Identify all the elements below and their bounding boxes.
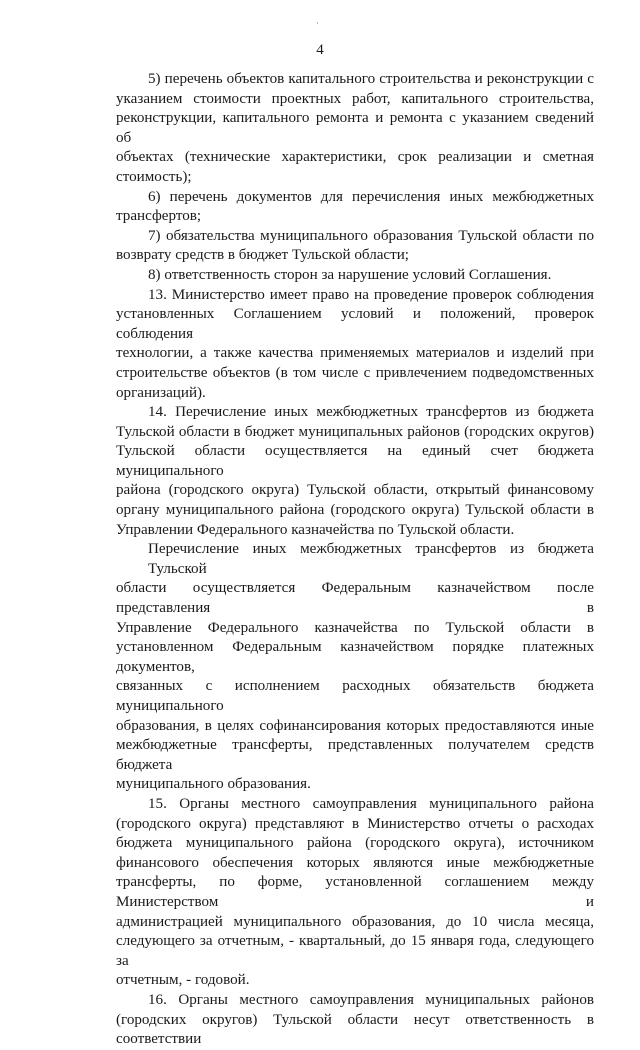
- text-line: органу муниципального района (городского округа) Тульской области в: [116, 502, 594, 519]
- text-line: объектах (технические характеристики, срок реализации и сметная: [116, 149, 594, 166]
- text-line: образования, в целях софинансирования которых предоставляются иные: [116, 717, 594, 734]
- text-line: Управлении Федерального казначейства по Тульской области.: [116, 521, 515, 538]
- text-line: области осуществляется Федеральным казначейством после представления в: [116, 580, 594, 617]
- text-line: 14. Перечисление иных межбюджетных трансфертов из бюджета: [148, 404, 594, 421]
- text-line: трансфертов;: [116, 208, 202, 225]
- text-line: связанных с исполнением расходных обязательств бюджета муниципального: [116, 678, 594, 714]
- text-line: отчетным, - годовой.: [116, 972, 250, 989]
- text-line: трансферты, по форме, установленной соглашением между Министерством и: [116, 874, 594, 910]
- text-line: 8) ответственность сторон за нарушение условий Соглашения.: [148, 266, 552, 283]
- text-line: технологии, а также качества применяемых материалов и изделий при: [116, 345, 594, 362]
- scan-mark: ·: [316, 18, 319, 28]
- paragraph-p14: [116, 403, 594, 540]
- text-line: Тульской области в бюджет муниципальных районов (городских округов): [116, 423, 594, 440]
- paragraph-p15: [116, 795, 594, 991]
- paragraph-p13: [116, 286, 594, 404]
- text-line: 16. Органы местного самоуправления муниципальных районов: [148, 991, 594, 1008]
- text-line: 6) перечень документов для перечисления иных межбюджетных: [148, 188, 594, 205]
- text-line: установленном Федеральным казначейством порядке платежных документов,: [116, 639, 594, 675]
- document-body: [116, 70, 594, 1050]
- text-line: установленных Соглашением условий и положений, проверок соблюдения: [116, 306, 594, 342]
- text-line: 13. Министерство имеет право на проведение проверок соблюдения: [148, 286, 594, 303]
- text-line: следующего за отчетным, - квартальный, до 15 января года, следующего за: [116, 933, 594, 969]
- text-line: 15. Органы местного самоуправления муниципального района: [148, 795, 594, 812]
- text-line: организаций).: [116, 384, 206, 401]
- page-number: 4: [316, 42, 324, 58]
- text-line: финансового обеспечения которых являются иные межбюджетные: [116, 854, 594, 871]
- paragraph-p5: [116, 70, 594, 188]
- text-line: стоимость);: [116, 168, 192, 185]
- text-line: Перечисление иных межбюджетных трансфертов из бюджета Тульской: [148, 541, 594, 577]
- text-line: района (городского округа) Тульской области, открытый финансовому: [116, 482, 594, 499]
- text-line: реконструкции, капитального ремонта и ремонта с указанием сведений об: [116, 110, 594, 146]
- paragraph-p8: [116, 266, 594, 286]
- text-line: администрацией муниципального образования, до 10 числа месяца,: [116, 913, 594, 930]
- paragraph-p7: [116, 227, 594, 266]
- text-line: возврату средств в бюджет Тульской области;: [116, 247, 409, 264]
- text-line: бюджета муниципального района (городского округа), источником: [116, 835, 594, 852]
- text-line: указанием стоимости проектных работ, капитального строительства,: [116, 90, 594, 107]
- text-line: 7) обязательства муниципального образования Тульской области по: [148, 227, 594, 244]
- paragraph-p6: [116, 188, 594, 227]
- text-line: (городского округа) представляют в Министерство отчеты о расходах: [116, 815, 594, 832]
- text-line: 5) перечень объектов капитального строительства и реконструкции с: [148, 71, 594, 87]
- text-line: межбюджетные трансферты, представленных получателем средств бюджета: [116, 737, 594, 773]
- text-line: Тульской области осуществляется на единый счет бюджета муниципального: [116, 443, 594, 479]
- text-line: муниципального образования.: [116, 776, 311, 793]
- text-line: Управление Федерального казначейства по Тульской области в: [116, 619, 594, 636]
- text-line: (городских округов) Тульской области несут ответственность в соответствии: [116, 1011, 594, 1048]
- paragraph-p14b: [116, 540, 594, 795]
- text-line: строительстве объектов (в том числе с привлечением подведомственных: [116, 364, 594, 381]
- paragraph-p16: [116, 991, 594, 1050]
